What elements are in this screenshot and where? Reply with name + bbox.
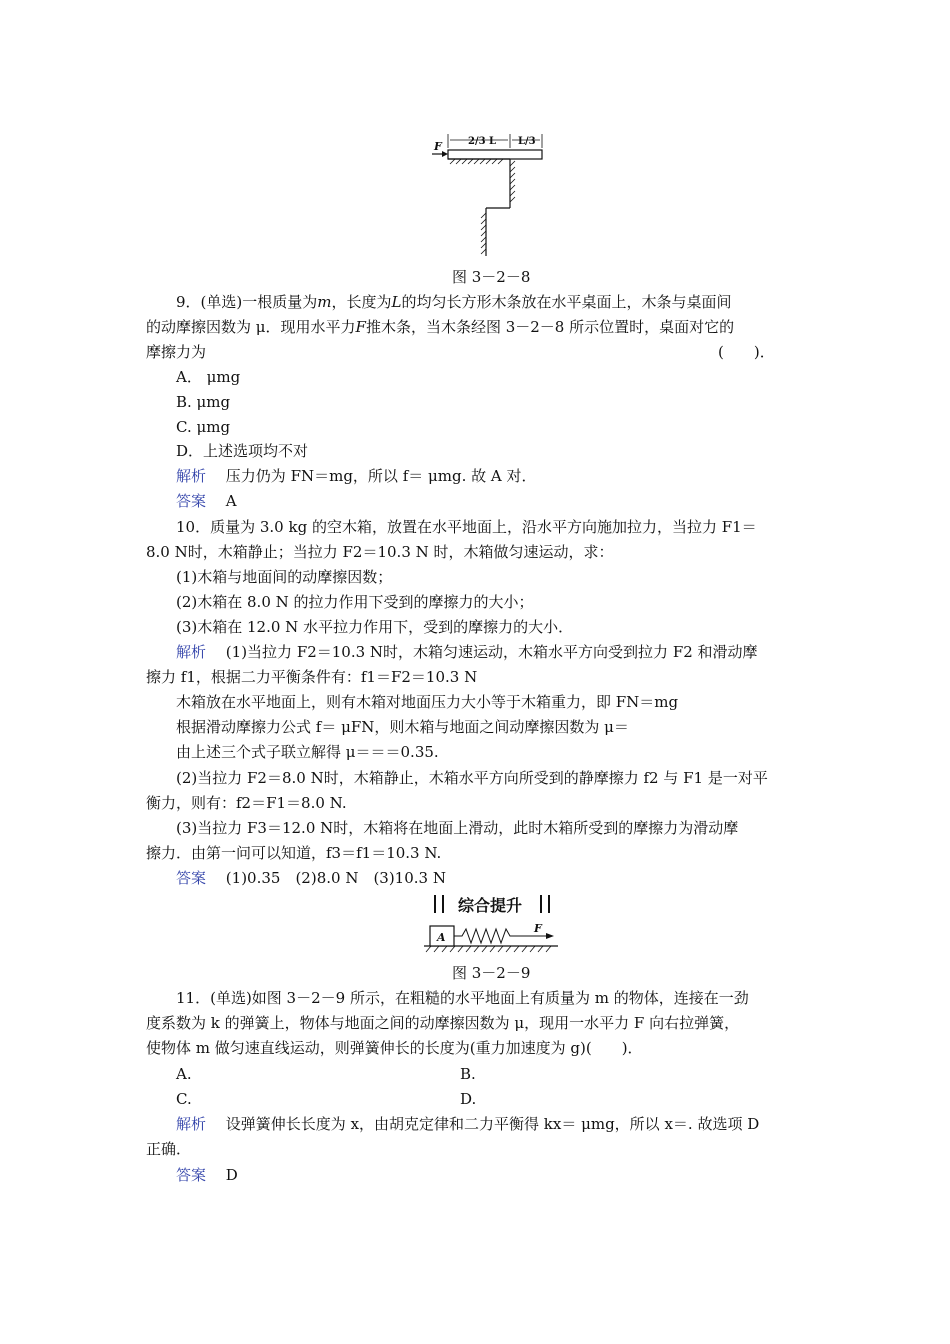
q10-analysis-line8: (3)当拉力 F3＝12.0 N时，木箱将在地面上滑动，此时木箱所受到的摩擦力为滑动摩 <box>176 819 739 837</box>
q10-subquestion-3: (3)木箱在 12.0 N 水平拉力作用下，受到的摩擦力的大小． <box>176 618 574 636</box>
q10-analysis-line2: 擦力 f1，根据二力平衡条件有：f1＝F2＝10.3 N <box>146 668 478 686</box>
answer-label: 答案 <box>176 1166 207 1184</box>
q9-stem-line2: 的动摩擦因数为 μ．现用水平力F推木条，当木条经图 3－2－8 所示位置时，桌面对它的 <box>146 318 735 336</box>
q9-answer-blank: ( )． <box>718 343 775 361</box>
q11-stem-line3: 使物体 m 做匀速直线运动，则弹簧伸长的长度为(重力加速度为 g)( )． <box>146 1039 643 1057</box>
q10-analysis-line4: 根据滑动摩擦力公式 f＝ μFN，则木箱与地面之间动摩擦因数为 μ＝ <box>176 718 629 736</box>
q10-stem-line2: 8.0 N时，木箱静止；当拉力 F2＝10.3 N 时，木箱做匀速运动，求： <box>146 543 614 561</box>
figure-caption-3-2-8: 图 3－2－8 <box>452 268 531 286</box>
dimension-left: 2/3 L <box>468 136 497 147</box>
block-label-a: A <box>437 931 446 944</box>
q9-stem-line3: 摩擦力为 <box>146 343 207 361</box>
q11-option-c: C. <box>176 1090 192 1108</box>
section-banner <box>428 893 558 917</box>
dimension-right: L/3 <box>518 136 536 147</box>
figure-caption-3-2-9: 图 3－2－9 <box>452 964 531 982</box>
q10-analysis-line5: 由上述三个式子联立解得 μ＝＝＝0.35. <box>176 743 439 761</box>
analysis-label: 解析 <box>176 643 207 661</box>
banner-right-bars <box>540 895 550 913</box>
figure-3-2-8 <box>430 126 550 260</box>
q11-stem-line2: 度系数为 k 的弹簧上，物体与地面之间的动摩擦因数为 μ，现用一水平力 F 向右拉弹簧， <box>146 1014 740 1032</box>
q9-analysis: 解析 压力仍为 FN＝mg，所以 f＝ μmg. 故 A 对． <box>176 467 537 485</box>
q10-analysis-line9: 擦力．由第一问可以知道，f3＝f1＝10.3 N. <box>146 844 442 862</box>
q11-analysis-line2: 正确． <box>146 1140 192 1158</box>
q10-analysis-line1: 解析 (1)当拉力 F2＝10.3 N时，木箱匀速运动，木箱水平方向受到拉力 F2 和滑动摩 <box>176 643 758 661</box>
answer-label: 答案 <box>176 869 207 887</box>
q11-option-a: A. <box>176 1065 192 1083</box>
q9-option-b: B. μmg <box>176 393 231 411</box>
figure-3-2-9 <box>420 920 560 956</box>
q10-analysis-line3: 木箱放在水平地面上，则有木箱对地面压力大小等于木箱重力，即 FN＝mg <box>176 693 679 711</box>
q10-subquestion-1: (1)木箱与地面间的动摩擦因数； <box>176 568 393 586</box>
q11-answer: 答案 D <box>176 1166 238 1184</box>
q11-analysis-line1: 解析 设弹簧伸长长度为 x，由胡克定律和二力平衡得 kx＝ μmg，所以 x＝. 故选项 D <box>176 1115 760 1133</box>
force-label-f: F <box>434 140 442 153</box>
q10-answer: 答案 (1)0.35 (2)8.0 N (3)10.3 N <box>176 869 446 887</box>
q10-subquestion-2: (2)木箱在 8.0 N 的拉力作用下受到的摩擦力的大小； <box>176 593 534 611</box>
q11-stem-line1: 11．(单选)如图 3－2－9 所示，在粗糙的水平地面上有质量为 m 的物体，连接在一劲 <box>176 989 749 1007</box>
q11-option-b: B. <box>460 1065 476 1083</box>
q10-stem-line1: 10．质量为 3.0 kg 的空木箱，放置在水平地面上，沿水平方向施加拉力，当拉力 F1＝ <box>176 518 757 536</box>
answer-label: 答案 <box>176 492 207 510</box>
q9-option-c: C. μmg <box>176 418 231 436</box>
q9-stem-line1: 9．(单选)一根质量为m，长度为L的均匀长方形木条放在水平桌面上，木条与桌面间 <box>176 293 732 311</box>
banner-left-bars <box>434 895 444 913</box>
q9-option-d: D．上述选项均不对 <box>176 442 309 460</box>
q9-answer: 答案 A <box>176 492 237 510</box>
q10-analysis-line7: 衡力，则有：f2＝F1＝8.0 N. <box>146 794 347 812</box>
q10-analysis-line6: (2)当拉力 F2＝8.0 N时，木箱静止，木箱水平方向所受到的静摩擦力 f2 与 F1 是一对平 <box>176 769 768 787</box>
section-title: 综合提升 <box>458 896 523 915</box>
q11-option-d: D. <box>460 1090 477 1108</box>
analysis-label: 解析 <box>176 1115 207 1133</box>
analysis-label: 解析 <box>176 467 207 485</box>
q9-option-a: A． μmg <box>176 368 241 386</box>
force-label-f: F <box>534 922 542 935</box>
